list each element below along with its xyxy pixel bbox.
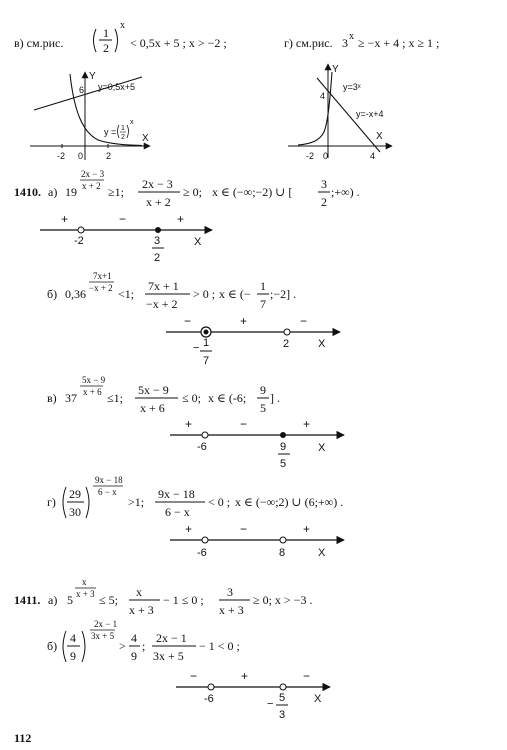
- point-label-2: 2: [283, 338, 290, 350]
- condition: ≥ 0;: [183, 185, 202, 199]
- relation: ≤ 5;: [99, 593, 118, 607]
- problem-number: 1410.: [14, 185, 41, 199]
- fraction-denominator: x + 2: [146, 195, 171, 209]
- rhs-numerator: 4: [131, 631, 137, 645]
- item-v-label: в) см.рис.: [14, 36, 64, 50]
- fraction-numerator: 5x − 9: [138, 383, 169, 397]
- y-axis-label: Y: [89, 71, 96, 82]
- fraction-denominator: x + 6: [140, 401, 165, 415]
- filled-point: [280, 432, 286, 438]
- paren-right: [86, 487, 89, 518]
- x-tick-label: 0: [78, 151, 84, 161]
- exponential-curve: [298, 72, 332, 145]
- included-point: [204, 330, 209, 335]
- answer-numerator: 3: [321, 177, 327, 191]
- base: 37: [65, 391, 77, 405]
- paren-left: [118, 125, 120, 138]
- relation: >: [119, 639, 126, 653]
- paren-right: [127, 125, 129, 138]
- problem-1410-b: [47, 271, 340, 367]
- x-tick-label: 2: [106, 151, 112, 161]
- item-letter: в): [47, 391, 57, 405]
- sign-interval-1: −: [190, 669, 198, 683]
- fraction-numerator: 7x + 1: [148, 279, 179, 293]
- curve-num: 1: [121, 125, 125, 132]
- base-numerator: 4: [70, 631, 76, 645]
- x-tick-label: -2: [306, 151, 315, 161]
- base: 0,36: [65, 287, 86, 301]
- axis-label: X: [318, 442, 326, 454]
- curve-label: [104, 119, 134, 141]
- fraction1-numerator: x: [136, 585, 142, 599]
- curve-label: y=3ˣ: [343, 82, 361, 92]
- item-letter: а): [48, 185, 58, 199]
- condition: < 0 ;: [208, 495, 231, 509]
- open-point: [280, 537, 286, 543]
- exponent-denominator: 6 − x: [98, 487, 117, 497]
- exponent-numerator: 2x − 3: [81, 169, 105, 179]
- answer-numerator: 9: [260, 383, 266, 397]
- base-numerator: 29: [69, 487, 81, 501]
- fraction2-numerator: 3: [227, 585, 233, 599]
- exponent-denominator: x + 3: [76, 589, 95, 599]
- fraction2-denominator: x + 3: [219, 603, 244, 617]
- x-tick-label: 4: [370, 151, 376, 161]
- inequality-tail: ≥ −x + 4 ; x ≥ 1 ;: [358, 36, 440, 50]
- answer-suffix: ;−2] .: [270, 287, 297, 301]
- answer-prefix: x ∈ (−∞;−2) ∪ [: [212, 185, 293, 199]
- line-label: y=-x+4: [356, 109, 384, 119]
- fraction-numerator: 2x − 3: [142, 177, 173, 191]
- answer: ≥ 0; x > −3 .: [253, 593, 313, 607]
- axis-label: X: [194, 236, 202, 248]
- exponent-denominator: x + 2: [82, 181, 101, 191]
- item-g-label: г) см.рис.: [284, 36, 333, 50]
- answer-numerator: 1: [260, 279, 266, 293]
- problem-1410-v: [47, 375, 344, 470]
- base-denominator: 30: [69, 505, 81, 519]
- sign-interval-2: +: [240, 314, 248, 328]
- answer-denominator: 7: [260, 297, 266, 311]
- exponent-numerator: 7x+1: [93, 271, 112, 281]
- curve-label-prefix: y =: [104, 127, 117, 137]
- point-label-1-num: 1: [203, 337, 210, 349]
- exponent-numerator: 2x − 1: [94, 619, 118, 629]
- answer-denominator: 2: [321, 195, 327, 209]
- fraction-numerator: 2x − 1: [156, 631, 187, 645]
- middle-expression: − 1 ≤ 0 ;: [163, 593, 204, 607]
- open-point: [78, 227, 84, 233]
- paren-left: [63, 487, 66, 518]
- point-label-2-num: 5: [279, 692, 286, 704]
- open-point: [208, 684, 214, 690]
- exponent: x: [120, 20, 125, 31]
- problem-1410-g: [47, 475, 344, 559]
- sign-interval-3: +: [177, 212, 185, 226]
- curve-exp: x: [130, 119, 134, 126]
- tick-four: 4: [320, 91, 326, 101]
- sign-interval-1: −: [184, 314, 192, 328]
- open-point: [284, 329, 290, 335]
- item-letter: а): [48, 593, 58, 607]
- axis-label: X: [318, 338, 326, 350]
- open-point: [280, 684, 286, 690]
- exponent-numerator: 5x − 9: [82, 375, 106, 385]
- base: 5: [67, 593, 73, 607]
- problem-1410-a: [14, 169, 360, 264]
- curve-den: 2: [121, 134, 125, 141]
- x-axis-label: X: [142, 133, 149, 144]
- paren-left: [94, 29, 97, 52]
- answer-suffix: ] .: [270, 391, 280, 405]
- answer-suffix: ;+∞) .: [331, 185, 360, 199]
- x-tick-label: 0: [323, 151, 329, 161]
- exponent-denominator: 3x + 5: [91, 631, 115, 641]
- base-denominator: 2: [103, 41, 109, 55]
- point-label-1: -6: [204, 693, 214, 705]
- item-v-header: [14, 20, 227, 55]
- exponent-numerator: 9x − 18: [95, 475, 123, 485]
- tick-six: 6: [79, 85, 85, 95]
- problem-number: 1411.: [14, 593, 41, 607]
- paren-right: [82, 631, 85, 662]
- filled-point: [155, 227, 161, 233]
- graph-left: [30, 71, 150, 161]
- answer-prefix: x ∈ (−: [219, 287, 251, 301]
- exponent-numerator: x: [82, 577, 87, 587]
- sign-interval-3: +: [303, 522, 311, 536]
- paren-right: [115, 29, 118, 52]
- point-label-2: 8: [279, 547, 286, 559]
- sign-interval-2: −: [119, 212, 127, 226]
- sign-interval-1: +: [61, 212, 69, 226]
- sign-interval-2: −: [240, 522, 248, 536]
- problem-1411-a: [14, 577, 312, 617]
- axis-label: X: [318, 547, 326, 559]
- answer: x ∈ (−∞;2) ∪ (6;+∞) .: [235, 495, 344, 509]
- axis-label: X: [314, 693, 322, 705]
- relation: >1;: [128, 495, 145, 509]
- point-label-2-den: 2: [154, 252, 161, 264]
- open-point: [202, 432, 208, 438]
- fraction-denominator: 6 − x: [165, 505, 190, 519]
- sign-interval-3: +: [303, 417, 311, 431]
- exponent-denominator: −x + 2: [89, 283, 113, 293]
- fraction1-denominator: x + 3: [129, 603, 154, 617]
- point-label-2-num: 3: [154, 235, 161, 247]
- y-axis-label: Y: [332, 64, 339, 75]
- sign-interval-3: −: [303, 669, 311, 683]
- exponent-denominator: x + 6: [83, 387, 102, 397]
- x-axis-label: X: [376, 131, 383, 142]
- point-label-1-minus: −: [193, 342, 200, 354]
- x-tick-label: -2: [57, 151, 66, 161]
- relation: ≤1;: [107, 391, 123, 405]
- condition: − 1 < 0 ;: [199, 639, 240, 653]
- base-denominator: 9: [70, 649, 76, 663]
- point-label-2-num: 9: [280, 441, 287, 453]
- separator: ;: [142, 639, 146, 653]
- fraction-numerator: 9x − 18: [158, 487, 195, 501]
- problem-1411-b: [47, 619, 330, 721]
- page-number: 112: [14, 731, 32, 745]
- sign-interval-3: −: [300, 314, 308, 328]
- item-letter: б): [47, 639, 58, 653]
- sign-interval-1: +: [185, 417, 193, 431]
- exponent: x: [349, 31, 354, 42]
- base: 19: [65, 185, 77, 199]
- item-g-header: [284, 31, 439, 50]
- item-letter: б): [47, 287, 58, 301]
- relation: <1;: [118, 287, 135, 301]
- sign-interval-2: −: [240, 417, 248, 431]
- point-label-1: -6: [197, 441, 207, 453]
- sign-interval-2: +: [241, 669, 249, 683]
- point-label-1: -2: [74, 235, 84, 247]
- line-label: y=0,5x+5: [98, 82, 136, 92]
- point-label-1: -6: [197, 547, 207, 559]
- relation: ≥1;: [108, 185, 124, 199]
- point-label-1-den: 7: [203, 355, 210, 367]
- fraction-denominator: −x + 2: [146, 297, 178, 311]
- condition: ≤ 0;: [182, 391, 201, 405]
- point-label-2-minus: −: [267, 698, 274, 710]
- answer-denominator: 5: [260, 401, 266, 415]
- point-label-2-den: 5: [280, 458, 287, 470]
- graph-right: [288, 64, 392, 161]
- base: 3: [342, 36, 348, 50]
- answer-prefix: x ∈ (-6;: [208, 391, 247, 405]
- fraction-denominator: 3x + 5: [153, 649, 184, 663]
- open-point: [202, 537, 208, 543]
- condition: > 0 ;: [193, 287, 216, 301]
- sign-interval-1: +: [185, 522, 193, 536]
- inequality-tail: < 0,5x + 5 ; x > −2 ;: [130, 36, 227, 50]
- item-letter: г): [47, 495, 56, 509]
- base-numerator: 1: [103, 26, 109, 40]
- rhs-denominator: 9: [131, 649, 137, 663]
- paren-left: [63, 631, 66, 662]
- point-label-2-den: 3: [279, 709, 286, 721]
